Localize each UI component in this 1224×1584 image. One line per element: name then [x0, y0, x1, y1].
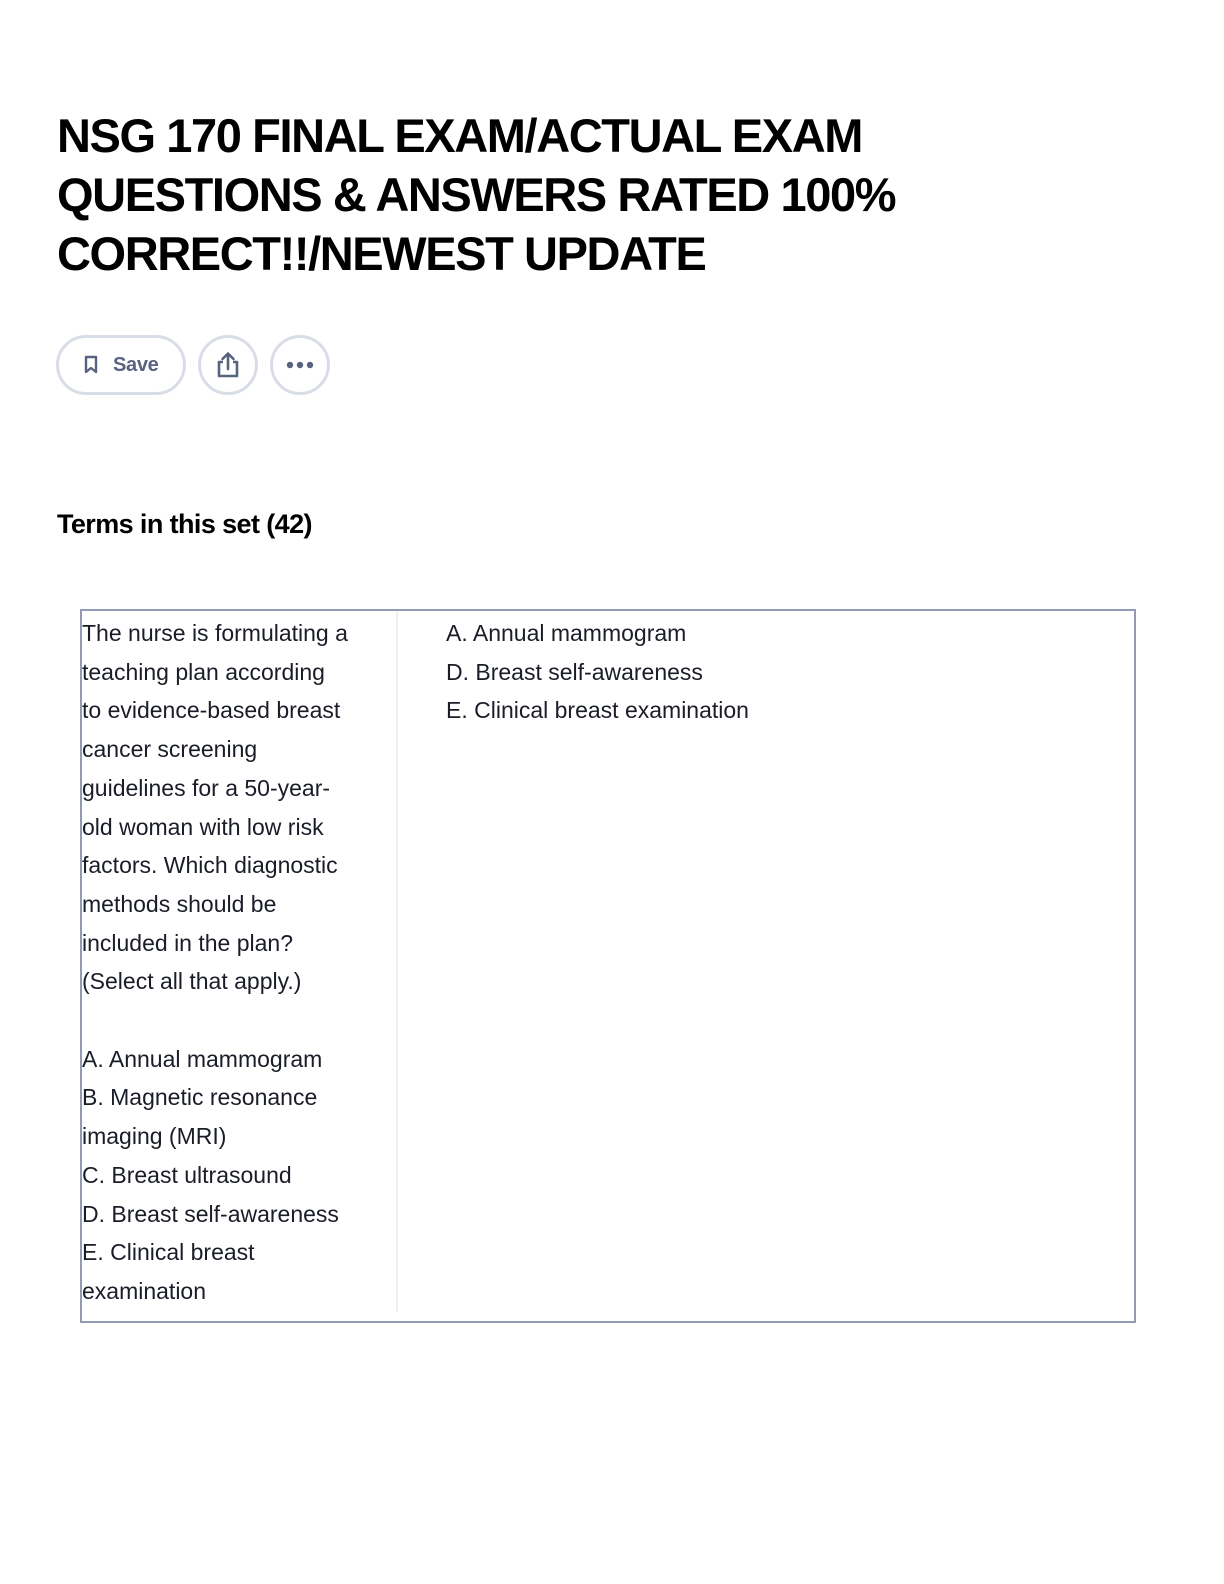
definition-line: E. Clinical breast examination: [446, 697, 749, 724]
term-line: included in the plan?: [82, 929, 293, 956]
option-line: imaging (MRI): [82, 1123, 227, 1150]
option-line: A. Annual mammogram: [82, 1045, 323, 1072]
title-line: QUESTIONS & ANSWERS RATED 100%: [57, 168, 896, 221]
option-line: E. Clinical breast: [82, 1239, 255, 1266]
term-line: teaching plan according: [82, 658, 325, 685]
term-spacer: [82, 1001, 396, 1040]
term-line: guidelines for a 50-year-: [82, 774, 331, 801]
term-line: cancer screening: [82, 736, 258, 763]
more-options-icon: [286, 361, 314, 369]
term-side: [82, 611, 398, 1312]
term-line: to evidence-based breast: [82, 697, 341, 724]
save-button[interactable]: [56, 335, 186, 395]
definition-line: A. Annual mammogram: [446, 620, 687, 646]
term-line: (Select all that apply.): [82, 968, 302, 995]
option-line: B. Magnetic resonance: [82, 1084, 318, 1111]
term-line: old woman with low risk: [82, 813, 324, 840]
definition-side: [446, 611, 749, 730]
share-icon: [215, 351, 241, 379]
term-line: factors. Which diagnostic: [82, 852, 338, 879]
term-line: methods should be: [82, 890, 277, 917]
title-line: CORRECT!!/NEWEST UPDATE: [57, 227, 706, 280]
bookmark-icon: [83, 355, 99, 375]
term-card[interactable]: [80, 609, 1136, 1323]
terms-heading: Terms in this set (42): [57, 509, 312, 539]
page-title: [57, 106, 957, 283]
more-options-button[interactable]: [270, 335, 330, 395]
option-line: C. Breast ultrasound: [82, 1161, 292, 1188]
term-line: The nurse is formulating a: [82, 620, 348, 646]
share-button[interactable]: [198, 335, 258, 395]
definition-line: D. Breast self-awareness: [446, 658, 703, 685]
action-bar: [56, 335, 330, 395]
save-label: Save: [113, 353, 159, 376]
option-line: examination: [82, 1277, 207, 1304]
option-line: D. Breast self-awareness: [82, 1200, 339, 1227]
title-line: NSG 170 FINAL EXAM/ACTUAL EXAM: [57, 109, 862, 162]
